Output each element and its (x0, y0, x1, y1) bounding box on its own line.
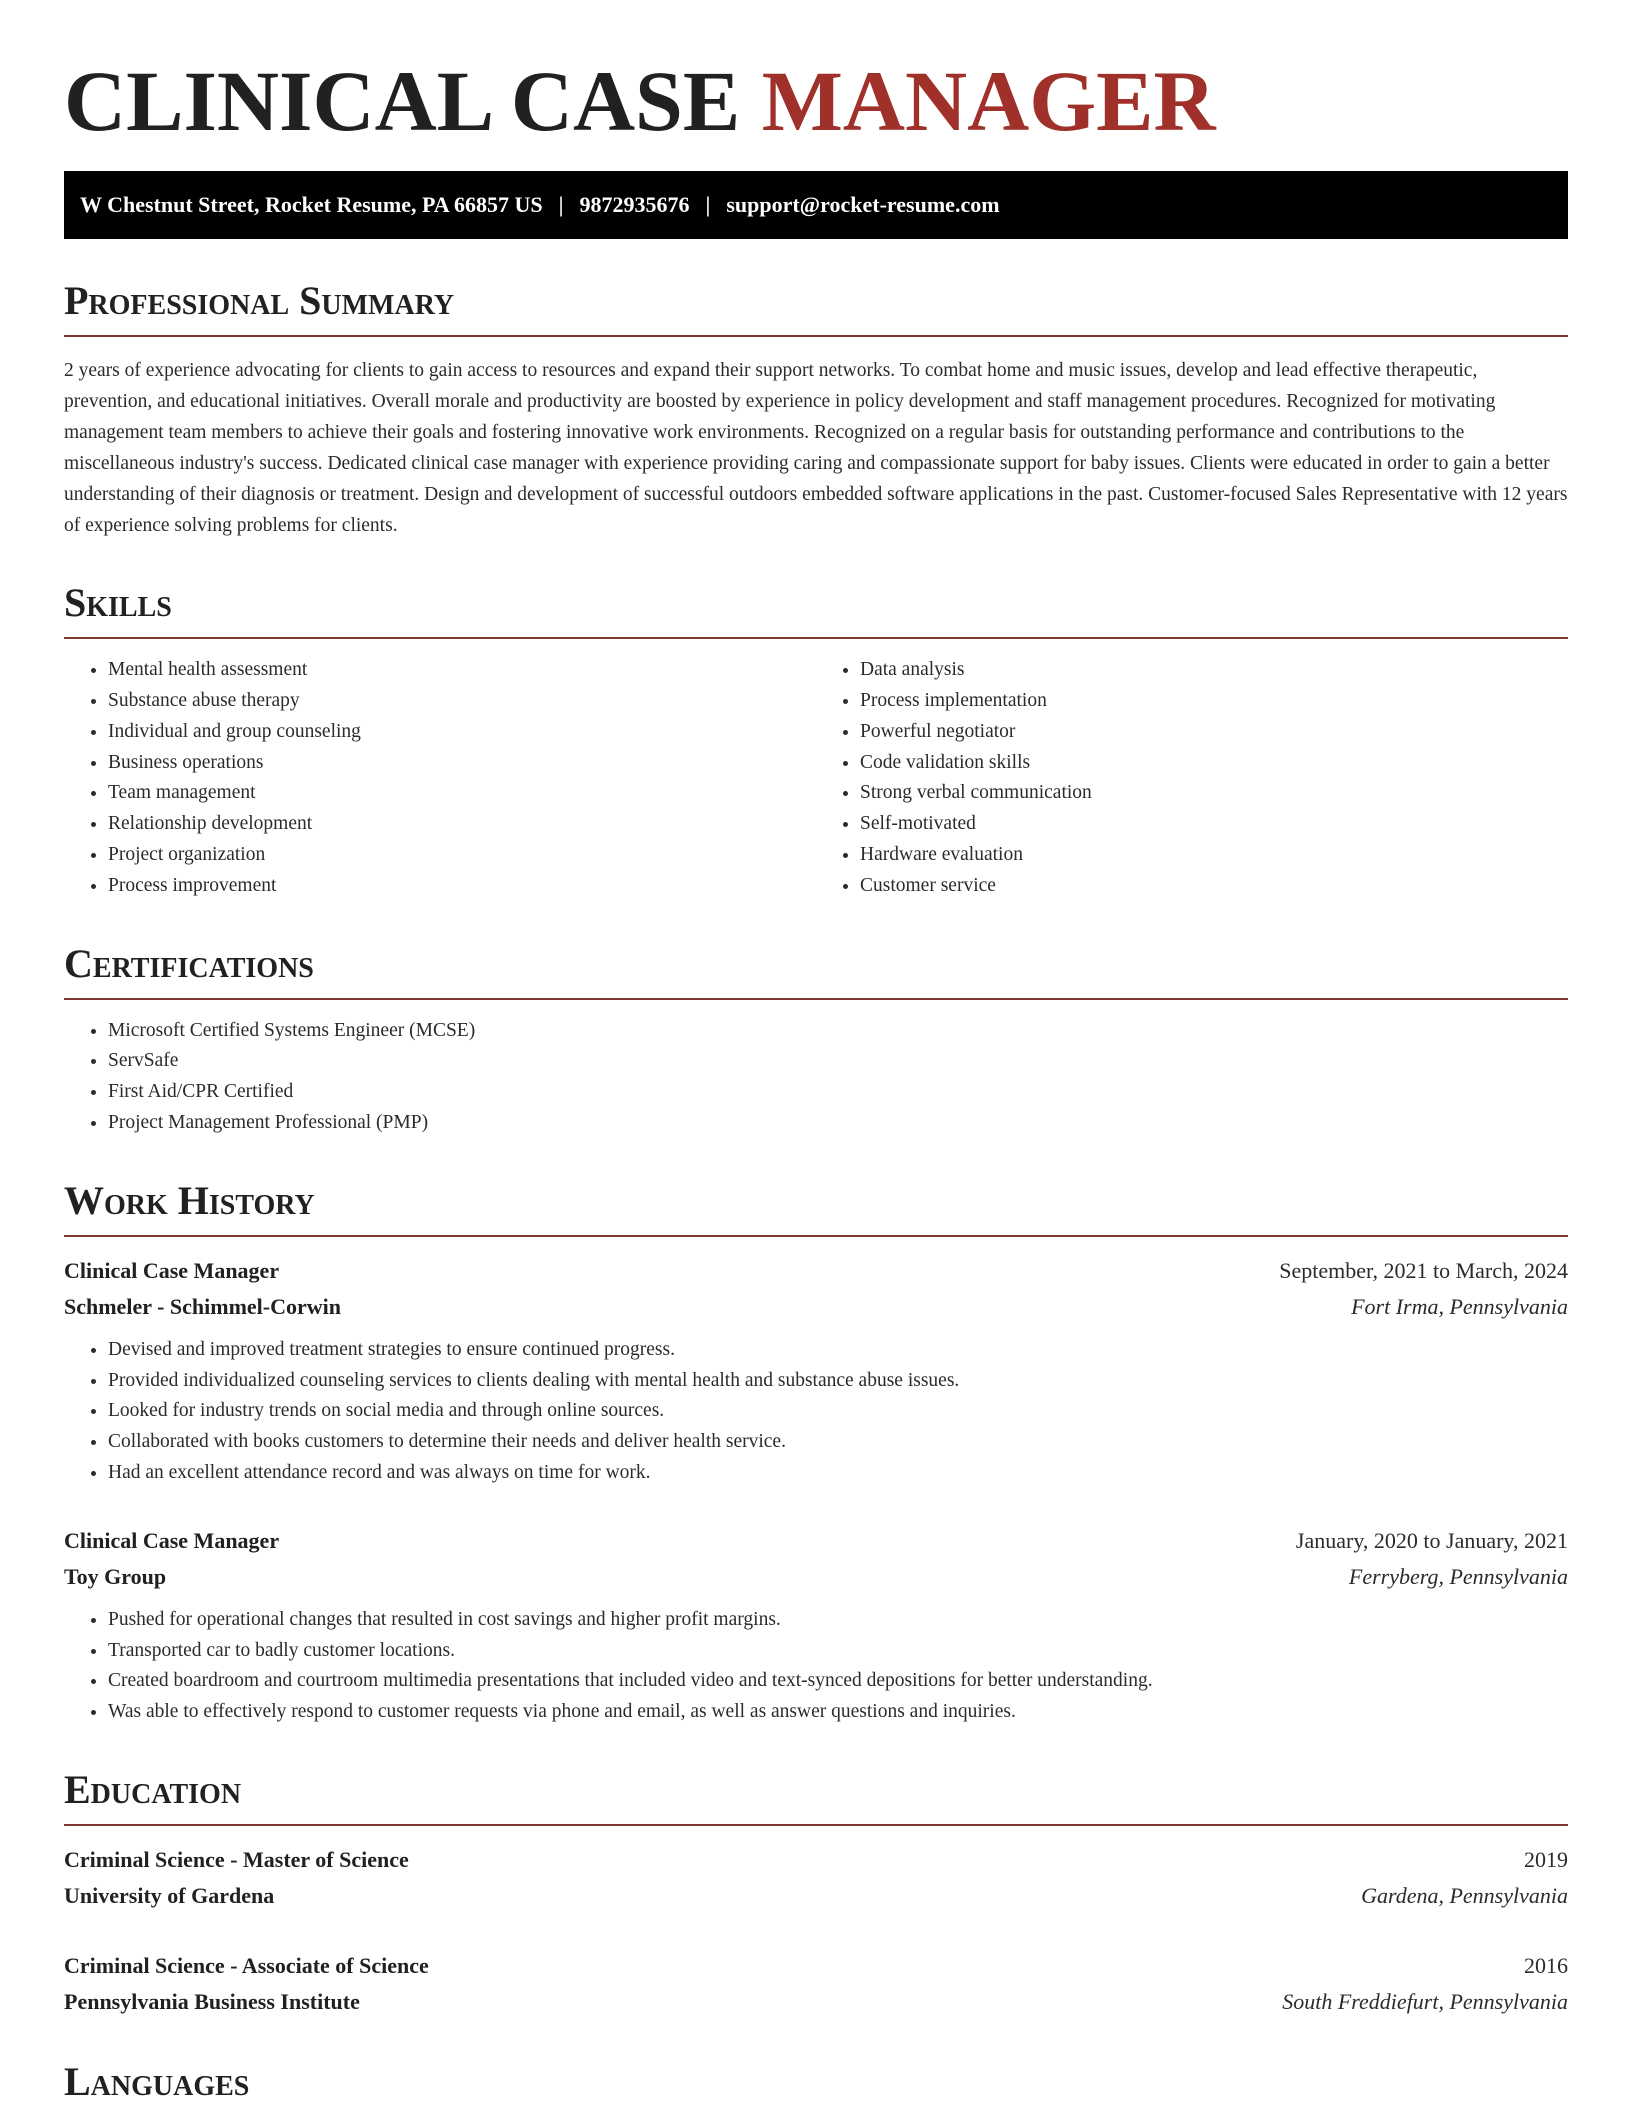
job-header-row (64, 1523, 1568, 1559)
title-main: CLINICAL CASE (64, 53, 741, 149)
skill-item: • Process improvement (108, 871, 816, 902)
job-duty: • Transported car to badly customer locations. (108, 1636, 1568, 1667)
education-degree: Criminal Science - Associate of Science (64, 1952, 429, 1978)
skill-item: • Code validation skills (860, 748, 1568, 779)
certifications-section (64, 942, 1568, 1139)
summary-section (64, 279, 1568, 541)
job-company: Schmeler - Schimmel-Corwin (64, 1293, 341, 1319)
education-year: 2016 (1524, 1952, 1568, 1978)
certifications-list (64, 1016, 1568, 1139)
skill-item: • Strong verbal communication (860, 778, 1568, 809)
education-degree-row (64, 1948, 1568, 1984)
job-duty: • Was able to effectively respond to customer requests via phone and email, as well as answer questions and inquiries. (108, 1697, 1568, 1728)
skill-item: • Substance abuse therapy (108, 686, 816, 717)
job-company-row (64, 1559, 1568, 1595)
skills-list-left (64, 655, 816, 901)
skill-item: • Mental health assessment (108, 655, 816, 686)
work-history-section (64, 1179, 1568, 1728)
job-duties-list (64, 1335, 1568, 1489)
skill-item: • Project organization (108, 840, 816, 871)
contact-phone: 9872935676 (579, 192, 690, 218)
skill-item: • Powerful negotiator (860, 717, 1568, 748)
job-title: Clinical Case Manager (64, 1257, 280, 1283)
education-entry (64, 1948, 1568, 2020)
contact-separator: | (705, 192, 711, 218)
job-duty: • Looked for industry trends on social media and through online sources. (108, 1396, 1568, 1427)
skill-item: • Process implementation (860, 686, 1568, 717)
job-location: Fort Irma, Pennsylvania (1351, 1293, 1568, 1319)
job-dates: January, 2020 to January, 2021 (1295, 1527, 1568, 1553)
contact-address: W Chestnut Street, Rocket Resume, PA 66857 US (80, 192, 543, 218)
job-duty: • Collaborated with books customers to determine their needs and deliver health service. (108, 1427, 1568, 1458)
certification-item: • First Aid/CPR Certified (108, 1077, 1568, 1108)
languages-heading: Languages (64, 2058, 250, 2104)
skills-list-right (816, 655, 1568, 901)
education-year: 2019 (1524, 1846, 1568, 1872)
job-duty: • Provided individualized counseling services to clients dealing with mental health and substance abuse issues. (108, 1366, 1568, 1397)
work-history-heading: Work History (64, 1179, 1568, 1237)
summary-heading: Professional Summary (64, 279, 1568, 337)
skills-section (64, 581, 1568, 901)
contact-bar (64, 171, 1568, 239)
education-school: University of Gardena (64, 1882, 275, 1908)
job-dates: September, 2021 to March, 2024 (1279, 1257, 1568, 1283)
skills-heading: Skills (64, 581, 1568, 639)
education-degree-row (64, 1842, 1568, 1878)
contact-email: support@rocket-resume.com (726, 192, 1000, 218)
contact-separator: | (558, 192, 564, 218)
certification-item: • Project Management Professional (PMP) (108, 1108, 1568, 1139)
education-school-row (64, 1984, 1568, 2020)
skills-grid (64, 639, 1568, 901)
summary-text: 2 years of experience advocating for clients to gain access to resources and expand their support networks. To combat home and music issues, develop and lead effective therapeutic, prevention, and educational initiatives. Overall morale and productivity are boosted by experience in policy development and staff management procedures. Recognized for motivating management team members to achieve their goals and fostering innovative work environments. Recognized on a regular basis for outstanding performance and contributions to the miscellaneous industry's success. Dedicated clinical case manager with experience providing caring and compassionate support for baby issues. Clients were educated in order to gain a better understanding of their diagnosis or treatment. Design and development of successful outdoors embedded software applications in the past. Customer-focused Sales Representative with 12 years of experience solving problems for clients. (64, 360, 1568, 537)
job-duty: • Devised and improved treatment strategies to ensure continued progress. (108, 1335, 1568, 1366)
job-company-row (64, 1289, 1568, 1325)
education-entry (64, 1842, 1568, 1914)
job-location: Ferryberg, Pennsylvania (1348, 1563, 1568, 1589)
skill-item: • Business operations (108, 748, 816, 779)
job-header-row (64, 1253, 1568, 1289)
education-heading: Education (64, 1768, 1568, 1826)
education-degree: Criminal Science - Master of Science (64, 1846, 409, 1872)
job-entry (64, 1523, 1568, 1728)
certification-item: • ServSafe (108, 1046, 1568, 1077)
job-duty: • Created boardroom and courtroom multimedia presentations that included video and text-synced depositions for better understanding. (108, 1666, 1568, 1697)
skill-item: • Team management (108, 778, 816, 809)
skill-item: • Hardware evaluation (860, 840, 1568, 871)
certifications-heading: Certifications (64, 942, 1568, 1000)
skill-item: • Data analysis (860, 655, 1568, 686)
languages-section (64, 2060, 1568, 2116)
job-duty: • Pushed for operational changes that resulted in cost savings and higher profit margins. (108, 1605, 1568, 1636)
education-school: Pennsylvania Business Institute (64, 1988, 360, 2014)
resume-title (64, 50, 1568, 153)
job-entry (64, 1253, 1568, 1489)
skill-item: • Customer service (860, 871, 1568, 902)
job-duty: • Had an excellent attendance record and was always on time for work. (108, 1458, 1568, 1489)
certification-item: • Microsoft Certified Systems Engineer (MCSE) (108, 1016, 1568, 1047)
education-location: South Freddiefurt, Pennsylvania (1282, 1988, 1568, 2014)
skill-item: • Self-motivated (860, 809, 1568, 840)
skill-item: • Relationship development (108, 809, 816, 840)
education-school-row (64, 1878, 1568, 1914)
job-title: Clinical Case Manager (64, 1527, 280, 1553)
skill-item: • Individual and group counseling (108, 717, 816, 748)
education-section (64, 1768, 1568, 2020)
job-company: Toy Group (64, 1563, 167, 1589)
job-duties-list (64, 1605, 1568, 1728)
title-accent: MANAGER (761, 53, 1216, 149)
education-location: Gardena, Pennsylvania (1361, 1882, 1568, 1908)
